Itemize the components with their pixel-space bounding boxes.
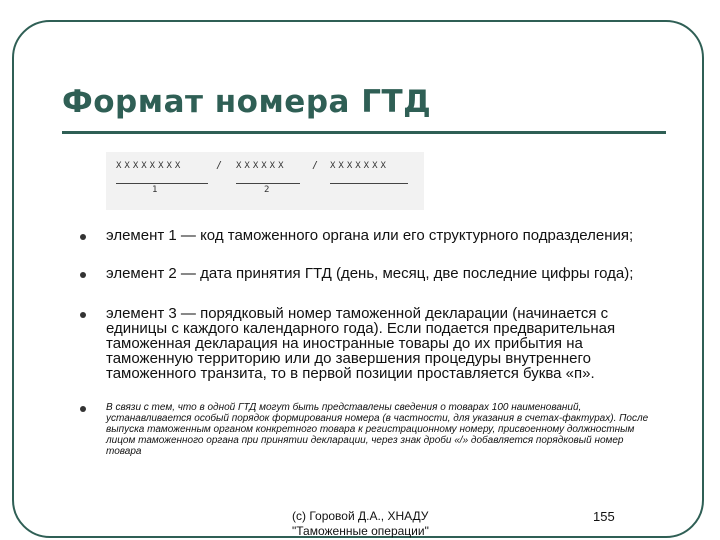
format-underline-2 [236,183,300,184]
bullet-dot-icon [80,312,86,318]
format-part-2: ХХХХХХ [236,161,287,171]
footer-course: "Таможенные операции" [292,524,429,538]
bullet-text: В связи с тем, что в одной ГТД могут быть представлены сведения о товарах 100 наименований, устанавливается особый порядок формирования номера (в частности, для указания в счетах-фактурах). После выпуска таможенным органом конкретного товара к регистрационному номеру, присвоенному должностным лицом таможенного органа при принятии декларации, через знак дроби «/» добавляется порядковый номер товара [106,402,649,457]
format-label-1: 1 [152,185,158,195]
gtd-number-format-diagram [106,152,424,210]
format-separator-1: / [216,160,223,171]
format-part-1: ХХХХХХХХ [116,161,184,171]
format-label-2: 2 [264,185,270,195]
format-separator-2: / [312,160,319,171]
bullet-dot-icon [80,272,86,278]
footer-author: (c) Горовой Д.А., ХНАДУ [292,509,429,523]
title-underline [62,131,666,134]
bullet-dot-icon [80,406,86,412]
bullet-text: элемент 1 — код таможенного органа или его структурного подразделения; [106,227,634,244]
bullet-text: элемент 2 — дата принятия ГТД (день, месяц, две последние цифры года); [106,265,634,282]
slide-title: Формат номера ГТД [62,84,432,120]
format-underline-1 [116,183,208,184]
format-part-3: ХХХХХХХ [330,161,389,171]
bullet-dot-icon [80,234,86,240]
footer-credit [292,509,502,539]
page-number: 155 [593,509,615,524]
format-underline-3 [330,183,408,184]
bullet-text: элемент 3 — порядковый номер таможенной декларации (начинается с единицы с каждого календарного года). Если подается предварительная таможенная декларация на иностранные товары до их прибытия на таможенную территорию или до завершения процедуры внутреннего таможенного транзита, то в первой позиции проставляется буква «п». [106,305,616,382]
